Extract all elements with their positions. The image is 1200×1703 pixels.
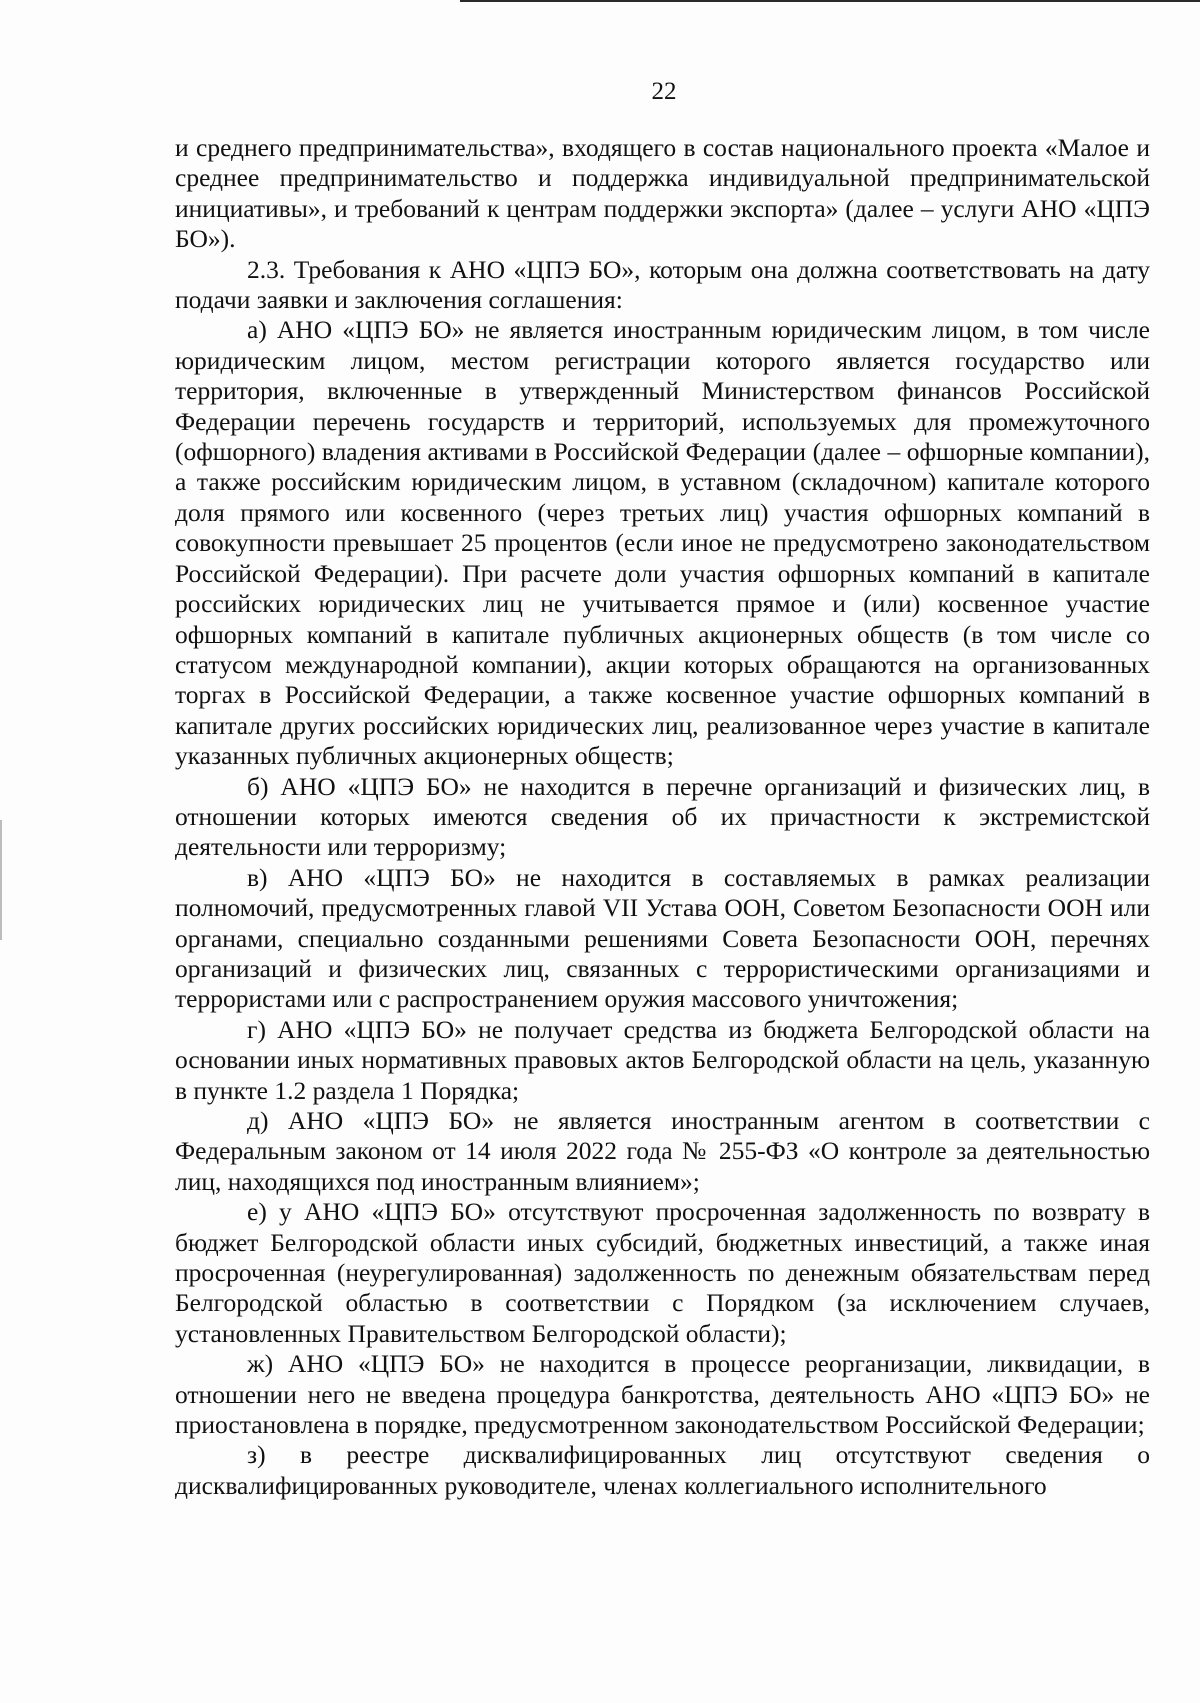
paragraph-continuation: и среднего предпринимательства», входящего в состав национального проекта «Малое и среднее предпринимательство и поддержка индивидуальной предпринимательской инициативы», и требований к центрам поддержки экспорта» (далее – услуги АНО «ЦПЭ БО»). xyxy=(175,133,1150,254)
paragraph-2-3-requirements: 2.3. Требования к АНО «ЦПЭ БО», которым она должна соответствовать на дату подачи заявки и заключения соглашения: xyxy=(175,254,1150,315)
page-number: 22 xyxy=(651,78,677,105)
paragraph-item-d: д) АНО «ЦПЭ БО» не является иностранным агентом в соответствии с Федеральным законом от 14 июля 2022 года № 255-ФЗ «О контроле за деятельностью лиц, находящихся под иностранным влиянием»; xyxy=(175,1106,1150,1196)
paragraph-item-e: е) у АНО «ЦПЭ БО» отсутствуют просроченная задолженность по возврату в бюджет Белгородской области иных субсидий, бюджетных инвестиций, а также иная просроченная (неурегулированная) задолженность по денежным обязательствам перед Белгородской областью в соответствии с Порядком (за исключением случаев, установленных Правительством Белгородской области); xyxy=(175,1197,1150,1348)
paragraph-item-b: б) АНО «ЦПЭ БО» не находится в перечне организаций и физических лиц, в отношении которых имеются сведения об их причастности к экстремистской деятельности или терроризму; xyxy=(175,771,1150,862)
scan-border-line xyxy=(460,0,1200,2)
paragraph-item-g: г) АНО «ЦПЭ БО» не получает средства из бюджета Белгородской области на основании иных нормативных правовых актов Белгородской области на цель, указанную в пункте 1.2 раздела 1 Порядка; xyxy=(175,1014,1150,1105)
paragraph-item-a: а) АНО «ЦПЭ БО» не является иностранным юридическим лицом, в том числе юридическим лицом, местом регистрации которого является государство или территория, включенные в утвержденный Министерством финансов Российской Федерации перечень государств и территорий, используемых для промежуточного (офшорного) владения активами в Российской Федерации (далее – офшорные компании), а также российским юридическим лицом, в уставном (складочном) капитале которого доля прямого или косвенного (через третьих лиц) участия офшорных компаний в совокупности превышает 25 процентов (если иное не предусмотрено законодательством Российской Федерации). При расчете доли участия офшорных компаний в капитале российских юридических лиц не учитывается прямое и (или) косвенное участие офшорных компаний в капитале публичных акционерных обществ (в том числе со статусом международной компании), акции которых обращаются на организованных торгах в Российской Федерации, а также косвенное участие офшорных компаний в капитале других российских юридических лиц, реализованное через участие в капитале указанных публичных акционерных обществ; xyxy=(175,315,1150,771)
document-body xyxy=(175,133,1150,1501)
scan-edge-mark xyxy=(0,820,2,940)
paragraph-item-zh: ж) АНО «ЦПЭ БО» не находится в процессе реорганизации, ликвидации, в отношении него не введена процедура банкротства, деятельность АНО «ЦПЭ БО» не приостановлена в порядке, предусмотренном законодательством Российской Федерации; xyxy=(175,1349,1150,1440)
paragraph-item-z: з) в реестре дисквалифицированных лиц отсутствуют сведения о дисквалифицированных руководителе, членах коллегиального исполнительного xyxy=(175,1440,1150,1500)
paragraph-item-v: в) АНО «ЦПЭ БО» не находится в составляемых в рамках реализации полномочий, предусмотренных главой VII Устава ООН, Советом Безопасности ООН или органами, специально созданными решениями Совета Безопасности ООН, перечнях организаций и физических лиц, связанных с террористическими организациями и террористами или с распространением оружия массового уничтожения; xyxy=(175,862,1150,1014)
